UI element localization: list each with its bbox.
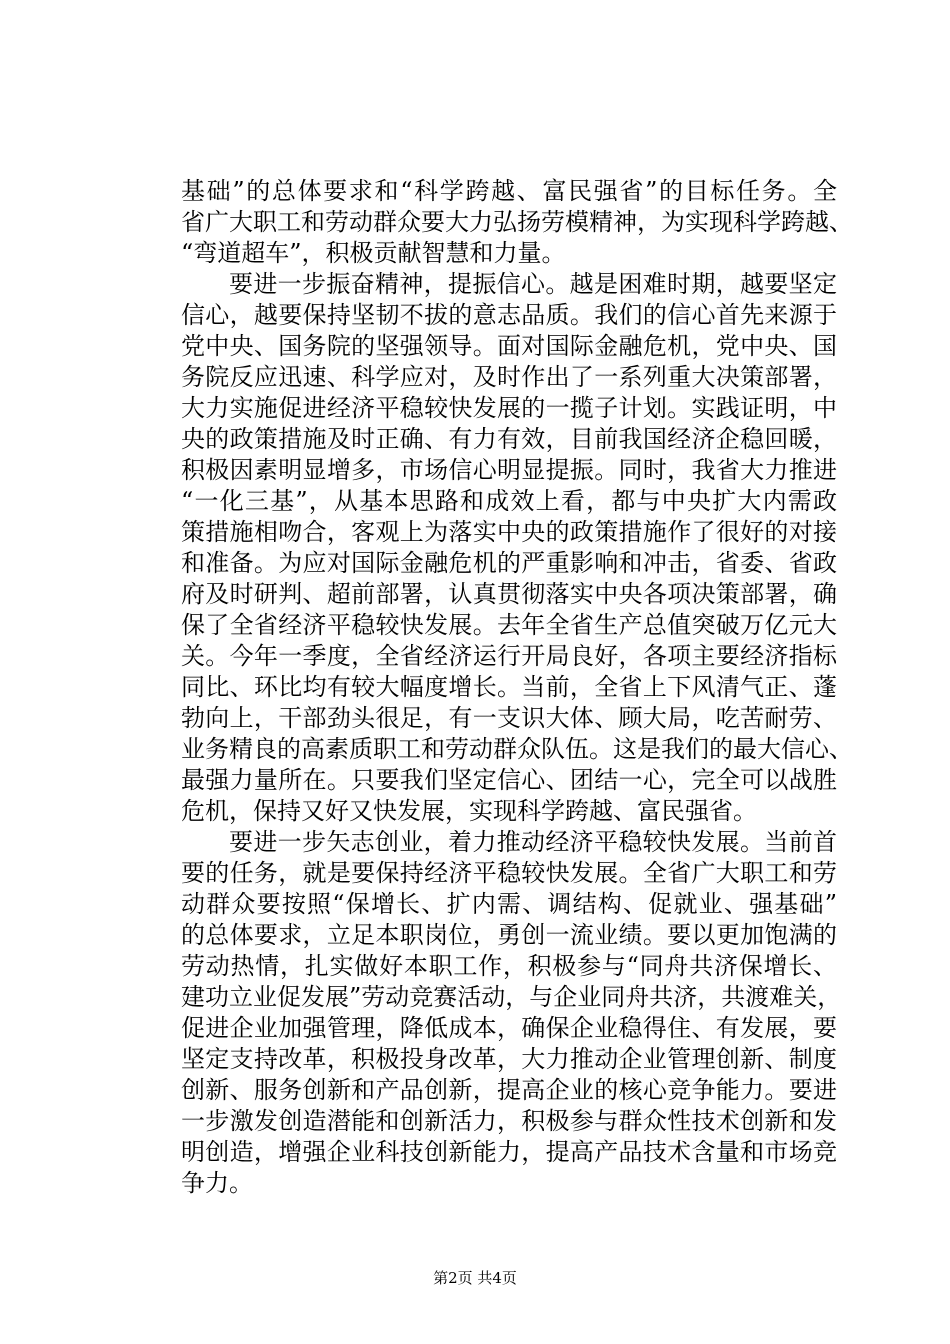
text-line: 建功立业促发展”劳动竞赛活动，与企业同舟共济，共渡难关， xyxy=(181,983,842,1011)
text-line: 动群众要按照“保增长、扩内需、调结构、促就业、强基础” xyxy=(181,890,837,918)
text-line: 央的政策措施及时正确、有力有效，目前我国经济企稳回暖， xyxy=(181,425,837,453)
text-line: “弯道超车”，积极贡献智慧和力量。 xyxy=(181,239,566,267)
text-line: 府及时研判、超前部署，认真贯彻落实中央各项决策部署，确 xyxy=(181,580,837,608)
text-line: 促进企业加强管理，降低成本，确保企业稳得住、有发展，要 xyxy=(181,1014,837,1042)
text-line: 的总体要求，立足本职岗位，勇创一流业绩。要以更加饱满的 xyxy=(181,921,837,949)
text-line: 要进一步振奋精神，提振信心。越是困难时期，越要坚定 xyxy=(229,270,837,298)
text-line: 勃向上，干部劲头很足，有一支识大体、顾大局，吃苦耐劳、 xyxy=(181,704,837,732)
text-line: 党中央、国务院的坚强领导。面对国际金融危机，党中央、国 xyxy=(181,332,837,360)
text-line: 要的任务，就是要保持经济平稳较快发展。全省广大职工和劳 xyxy=(181,859,837,887)
text-line: 保了全省经济平稳较快发展。去年全省生产总值突破万亿元大 xyxy=(181,611,837,639)
text-line: 创新、服务创新和产品创新，提高企业的核心竞争能力。要进 xyxy=(181,1076,837,1104)
text-line: 关。今年一季度，全省经济运行开局良好，各项主要经济指标 xyxy=(181,642,837,670)
text-line: 省广大职工和劳动群众要大力弘扬劳模精神，为实现科学跨越、 xyxy=(181,208,853,236)
text-line: 大力实施促进经济平稳较快发展的一揽子计划。实践证明，中 xyxy=(181,394,837,422)
text-line: “一化三基”，从基本思路和成效上看，都与中央扩大内需政 xyxy=(181,487,837,515)
text-line: 劳动热情，扎实做好本职工作，积极参与“同舟共济保增长、 xyxy=(181,952,837,980)
text-line: 基础”的总体要求和“科学跨越、富民强省”的目标任务。全 xyxy=(181,177,837,205)
text-line: 争力。 xyxy=(181,1169,253,1197)
text-line: 同比、环比均有较大幅度增长。当前，全省上下风清气正、蓬 xyxy=(181,673,837,701)
text-line: 积极因素明显增多，市场信心明显提振。同时，我省大力推进 xyxy=(181,456,837,484)
text-line: 业务精良的高素质职工和劳动群众队伍。这是我们的最大信心、 xyxy=(181,735,853,763)
text-line: 要进一步矢志创业，着力推动经济平稳较快发展。当前首 xyxy=(229,828,837,856)
text-line: 明创造，增强企业科技创新能力，提高产品技术含量和市场竞 xyxy=(181,1138,837,1166)
text-line: 和准备。为应对国际金融危机的严重影响和冲击，省委、省政 xyxy=(181,549,837,577)
text-line: 信心，越要保持坚韧不拔的意志品质。我们的信心首先来源于 xyxy=(181,301,837,329)
text-line: 策措施相吻合，客观上为落实中央的政策措施作了很好的对接 xyxy=(181,518,837,546)
text-line: 最强力量所在。只要我们坚定信心、团结一心，完全可以战胜 xyxy=(181,766,837,794)
page-footer xyxy=(0,1268,950,1288)
text-line: 坚定支持改革，积极投身改革，大力推动企业管理创新、制度 xyxy=(181,1045,837,1073)
text-line: 危机，保持又好又快发展，实现科学跨越、富民强省。 xyxy=(181,797,757,825)
page-number-label: 第2页 共4页 xyxy=(433,1269,517,1287)
text-line: 务院反应迅速、科学应对，及时作出了一系列重大决策部署， xyxy=(181,363,837,391)
text-line: 一步激发创造潜能和创新活力，积极参与群众性技术创新和发 xyxy=(181,1107,837,1135)
